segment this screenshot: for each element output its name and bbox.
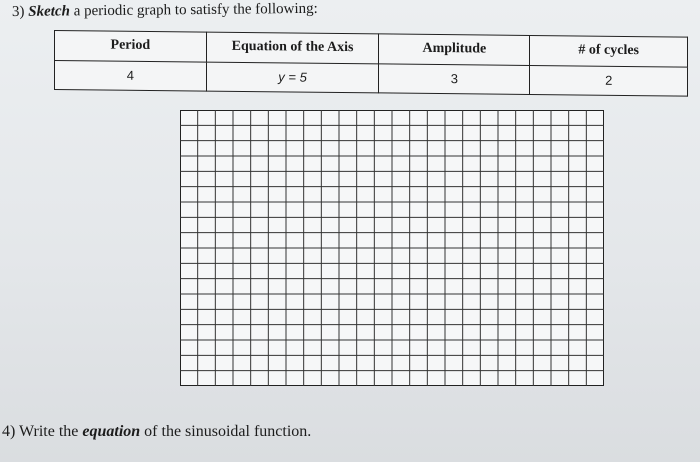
header-period: Period [55,31,207,62]
question-3-number: 3) [11,3,25,20]
header-cycles: # of cycles [530,35,688,66]
question-3-verb: Sketch [28,3,70,20]
question-4-prefix: Write the [19,423,79,440]
value-amplitude: 3 [379,63,530,94]
header-axis: Equation of the Axis [206,32,379,63]
graph-paper-grid [180,110,604,386]
question-3 [12,1,318,21]
requirements-table [54,30,688,97]
value-period: 4 [55,60,207,91]
value-cycles: 2 [530,65,688,96]
header-amplitude: Amplitude [379,34,530,65]
question-4 [2,423,311,441]
value-axis: y = 5 [206,62,379,93]
question-4-suffix: of the sinusoidal function. [144,423,312,440]
table-value-row [55,60,688,96]
question-3-text: a periodic graph to satisfy the following: [73,0,318,20]
question-4-number: 4) [2,423,16,440]
question-4-emphasis: equation [82,423,141,440]
